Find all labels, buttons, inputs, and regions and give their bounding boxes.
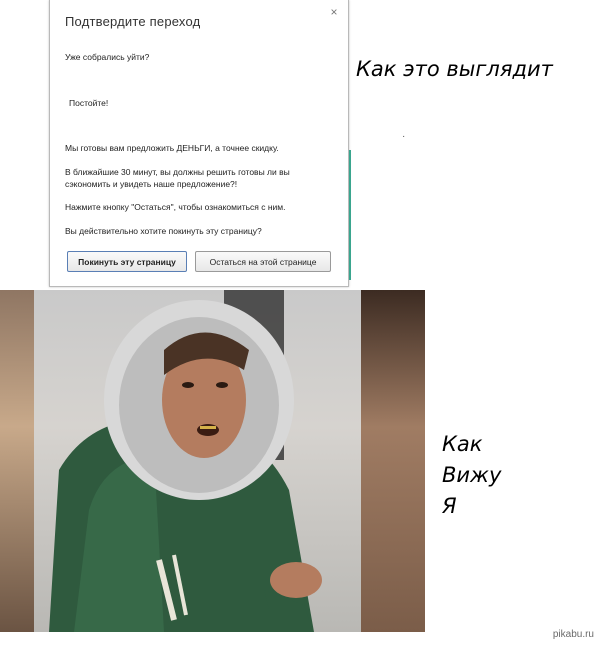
caption-right-line-1: Как: [442, 432, 483, 456]
site-watermark: pikabu.ru: [552, 629, 594, 640]
stay-on-page-button[interactable]: Остаться на этой странице: [195, 251, 331, 272]
caption-right-line-2: Вижу: [442, 463, 502, 487]
photo-illustration: [34, 290, 361, 632]
dialog-line-3: Мы готовы вам предложить ДЕНЬГИ, а точнее скидку.: [65, 143, 279, 153]
confirm-leave-dialog: [49, 0, 349, 287]
dialog-line-2: Постойте!: [69, 98, 109, 108]
photo-edge-right: [361, 290, 425, 632]
dialog-line-6: Вы действительно хотите покинуть эту страницу?: [65, 226, 262, 236]
beggar-woman-photo: [34, 290, 361, 632]
caption-top: Как это выглядит: [356, 57, 553, 81]
close-icon[interactable]: ×: [330, 5, 338, 19]
caption-right-line-3: Я: [442, 494, 457, 518]
caption-right: [442, 429, 501, 522]
stray-dot: ·: [402, 131, 406, 142]
dialog-line-4: В ближайшие 30 минут, вы должны решить готовы ли вы сэкономить и увидеть наше предложение?!: [65, 167, 290, 189]
photo-edge-left: [0, 290, 34, 632]
dialog-line-5: Нажмите кнопку "Остаться", чтобы ознакомиться с ним.: [65, 202, 286, 212]
dialog-title: Подтвердите переход: [65, 14, 201, 29]
leave-page-button[interactable]: Покинуть эту страницу: [67, 251, 187, 272]
dialog-line-1: Уже собрались уйти?: [65, 52, 150, 62]
